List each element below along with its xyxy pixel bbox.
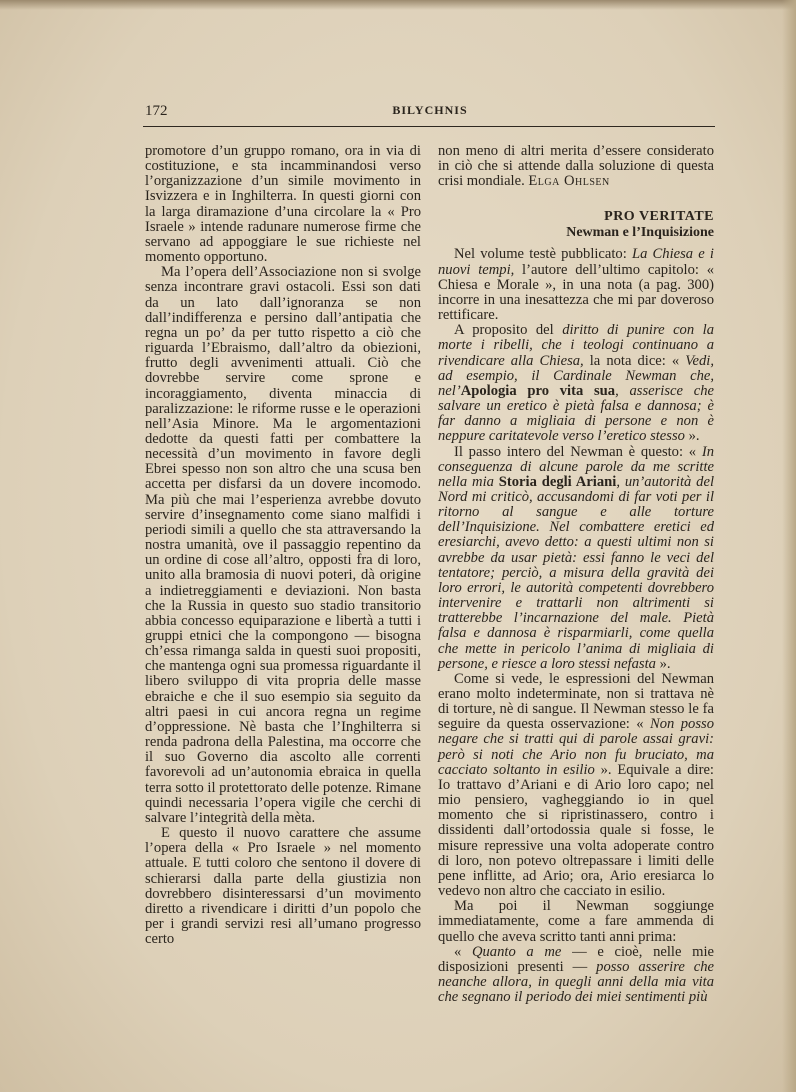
section-subtitle: Newman e l’Inquisizione xyxy=(566,225,714,241)
paragraph: promotore d’un gruppo romano, ora in via di costituzione, e sta incamminandosi verso l’organizzazione d’un simile movimento in Isvizzera e in Inghilterra. In questi giorni con la larga diramazione d’una circolare la « Pro Israele » intende radunare numerose firme che servano ad appoggiare le sue richieste nel momento opportuno. xyxy=(145,143,421,266)
right-column xyxy=(438,144,714,1005)
book-title: La Chiesa e i nuovi tempi, xyxy=(438,246,714,278)
paragraph: A proposito del diritto di punire con la morte i ribelli, che i teologi continuano a rivendicare alla Chiesa, la nota dice: « Vedi, ad esempio, il Cardinale Newman che, nel’Apologia pro vita sua, asserisce che salvare un eretico è pietà falsa e dannosa; è far danno a migliaia di persone e non è neppure caritatevole verso l’eretico stesso ». xyxy=(438,322,714,445)
running-head xyxy=(145,103,715,125)
paragraph: Ma l’opera dell’Associazione non si svolge senza incontrare gravi ostacoli. Essi son dati da un lato dall’ignoranza se non dall’indifferenza e persino dall’antipatia che regna un po’ da per tutto rispetto a ciò che riguarda l’Ebraismo, dall’altro da obiezioni, frutto degli avvenimenti attuali. Ciò che dovrebbe servire come sprone e incoraggiamento, diventa minaccia di paralizzazione: le riforme russe e le operazioni nell’Asia Minore. Ma le argomentazioni dedotte da questi fatti per combattere la necessità d’un movimento in favore degli Ebrei spesso non son altro che una scusa ben accetta per disfarsi da un dovere incomodo. Ma più che mai l’esperienza avrebbe dovuto servire d’insegnamento come siano malfidi i periodi simili a quello che sta attraversando la nostra umanità, ove il passaggio repentino da un ordine di cose all’altro, opposti fra di loro, unito alla bramosia di nuovi poteri, dà origine a indietreggiamenti e deviazioni. Non basta che la Russia in questo suo stadio transitorio abbia concesso equiparazione e libertà a tutti i gruppi etnici che la compongono — bisogna ch’essa rimanga salda in questi suoi propositi, che mantenga ogni sua promessa riguardante il libero sviluppo di vita propria delle masse ebraiche e che il suo esempio sia seguito da altri paesi in cui ancora regna un regime d’oppressione. Nè basta che l’Inghilterra si renda padrona della Palestina, ma occorre che il suo Governo dia ascolto alle correnti favorevoli ad un’autonomia ebraica in quella terra sotto il protettorato delle potenze. Rimane quindi necessaria l’opera vigile che cerchi di salvare l’integrità della mèta. xyxy=(145,264,421,826)
author-signature: Elga Ohlsen xyxy=(528,173,610,190)
section-title: PRO VERITATE xyxy=(604,209,714,225)
journal-title: BILYCHNIS xyxy=(392,103,468,117)
paragraph: Nel volume testè pubblicato: La Chiesa e i nuovi tempi, l’autore dell’ultimo capitolo: « Chiesa e Morale », in una nota (a pag. 300) incorre in una inesattezza che mi par doveroso rettificare. xyxy=(438,246,714,324)
page-edge-top xyxy=(0,0,796,10)
left-column xyxy=(145,144,421,947)
page-edge-right xyxy=(782,0,796,1092)
paragraph: E questo il nuovo carattere che assume l’opera della « Pro Israele » nel momento attuale. E tutti coloro che sentono il dovere di schierarsi dalla parte della giustizia non dovrebbero disinteressarsi d’un movimento diretto a rivendicare i diritti d’un popolo che per i grandi servizi resi all’umano progresso certo xyxy=(145,825,421,948)
paragraph: Come si vede, le espressioni del Newman erano molto indeterminate, non si trattava nè di torture, nè di sangue. Il Newman stesso le fa seguire da questa osservazione: « Non posso negare che si tratti qui di parole assai gravi: però si noti che Ario non fu bruciato, ma cacciato soltanto in esilio ». Equivale a dire: Io trattavo d’Ariani e di Ario loro capo; nel mio pensiero, vagheggiando io in quel momento che si ripristinassero, contro i dissidenti dall’ortodossia quale si fosse, le misure repressive una volta adoperate contro di loro, non potevo oltrepassare i limiti delle pene inflitte, ad Ario; ora, Ario eresiarca lo vedevo non altro che cacciato in esilio. xyxy=(438,670,714,900)
book-title: Apologia pro vita sua xyxy=(460,382,616,399)
page-number: 172 xyxy=(145,103,168,119)
paragraph: Il passo intero del Newman è questo: « In conseguenza di alcune parole da me scritte nella mia Storia degli Ariani, un’autorità del Nord mi criticò, accusandomi di far voti per il ritorno al sangue e alle torture dell’Inquisizione. Nel combattere eretici ed eresiarchi, avevo detto: a questi ultimi non si avrebbe da usar pietà: essi fanno le veci del tentatore; perciò, a misura della gravità dei loro errori, le autorità competenti dovrebbero intervenire e trattarli non altrimenti si tratterebbe l’incarnazione del male. Pietà falsa e dannosa è risparmiarli, come quella che mette in pericolo l’anima di migliaia di persone, e riesce a loro stessi nefasta ». xyxy=(438,443,714,672)
book-title: Storia degli Ariani xyxy=(498,473,617,490)
paragraph: « Quanto a me — e cioè, nelle mie disposizioni presenti — posso asserire che neanche allora, in quegli anni della mia vita che segnano il periodo dei miei sentimenti più xyxy=(438,943,714,1006)
paragraph: Ma poi il Newman soggiunge immediatamente, come a fare ammenda di quello che aveva scritto tanti anni prima: xyxy=(438,898,714,945)
header-rule xyxy=(143,126,715,127)
paragraph-continuation: non meno di altri merita d’essere considerato in ciò che si attende dalla soluzione di questa crisi mondiale. Elga Ohlsen xyxy=(438,143,714,190)
